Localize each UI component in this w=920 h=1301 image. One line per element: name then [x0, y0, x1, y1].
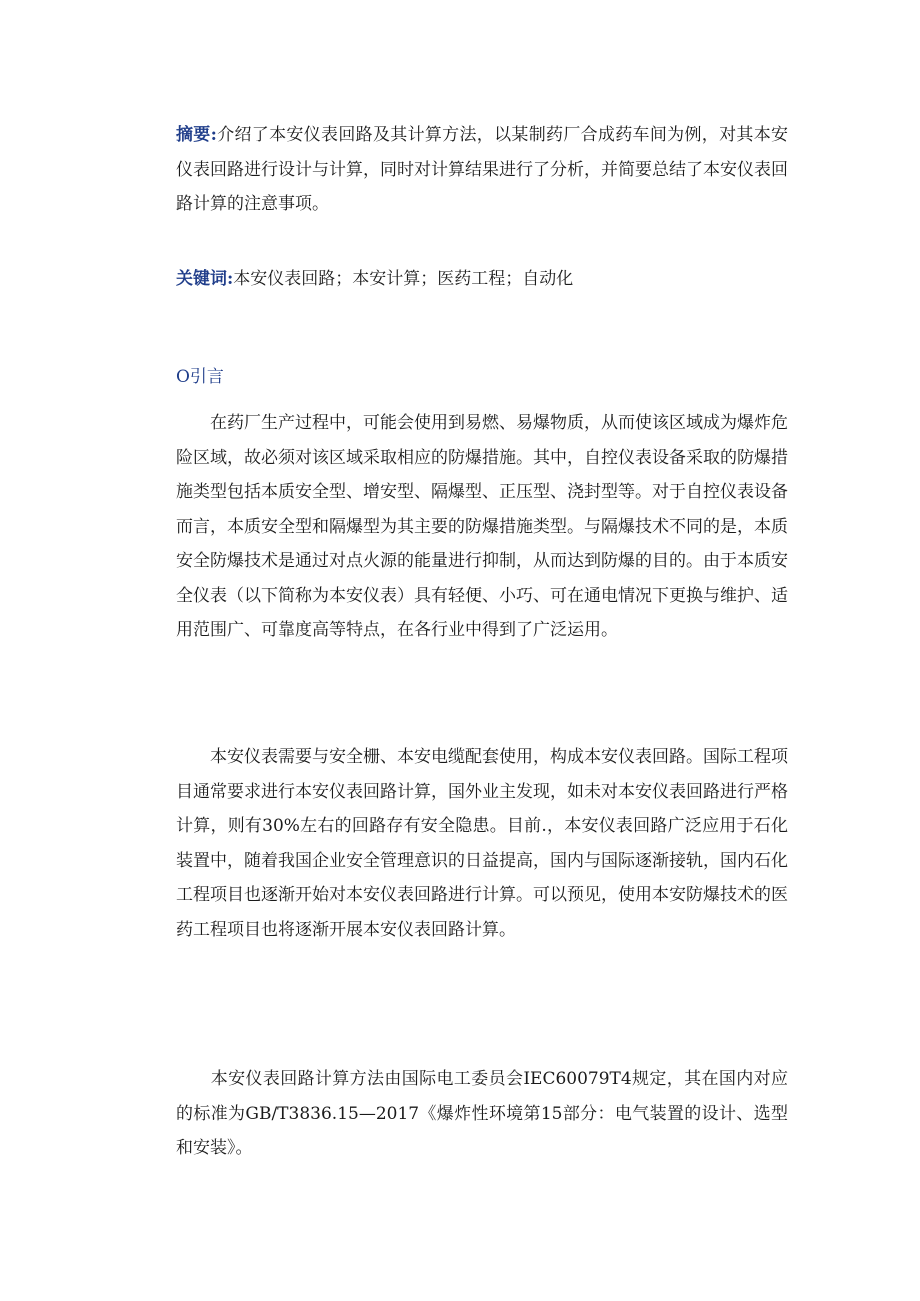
keywords	[176, 262, 788, 297]
paragraph-3: 本安仪表回路计算方法由国际电工委员会IEC60079T4规定，其在国内对应的标准为GB/T3836.15—2017《爆炸性环境第15部分：电气装置的设计、选型和安装》。	[176, 1069, 788, 1158]
paragraph-1: 在药厂生产过程中，可能会使用到易燃、易爆物质，从而使该区域成为爆炸危险区域，故必须对该区域采取相应的防爆措施。其中，自控仪表设备采取的防爆措施类型包括本质安全型、增安型、隔爆型、正压型、浇封型等。对于自控仪表设备而言，本质安全型和隔爆型为其主要的防爆措施类型。与隔爆技术不同的是，本质安全防爆技术是通过对点火源的能量进行抑制，从而达到防爆的目的。由于本质安全仪表（以下简称为本安仪表）具有轻便、小巧、可在通电情况下更换与维护、适用范围广、可靠度高等特点，在各行业中得到了广泛运用。	[176, 413, 788, 640]
paragraph-2: 本安仪表需要与安全栅、本安电缆配套使用，构成本安仪表回路。国际工程项目通常要求进行本安仪表回路计算，国外业主发现，如未对本安仪表回路进行严格计算，则有30%左右的回路存有安全隐患。目前.，本安仪表回路广泛应用于石化装置中，随着我国企业安全管理意识的日益提高，国内与国际逐渐接轨，国内石化工程项目也逐渐开始对本安仪表回路进行计算。可以预见，使用本安防爆技术的医药工程项目也将逐渐开展本安仪表回路计算。	[176, 747, 788, 940]
abstract-label: 摘要:	[176, 125, 217, 145]
keywords-text: 本安仪表回路；本安计算；医药工程；自动化	[233, 269, 574, 289]
abstract-text: 介绍了本安仪表回路及其计算方法，以某制药厂合成药车间为例，对其本安仪表回路进行设计与计算，同时对计算结果进行了分析，并简要总结了本安仪表回路计算的注意事项。	[176, 125, 788, 214]
abstract	[176, 118, 788, 222]
keywords-label: 关键词:	[176, 269, 234, 289]
section-heading: O引言	[176, 367, 224, 387]
